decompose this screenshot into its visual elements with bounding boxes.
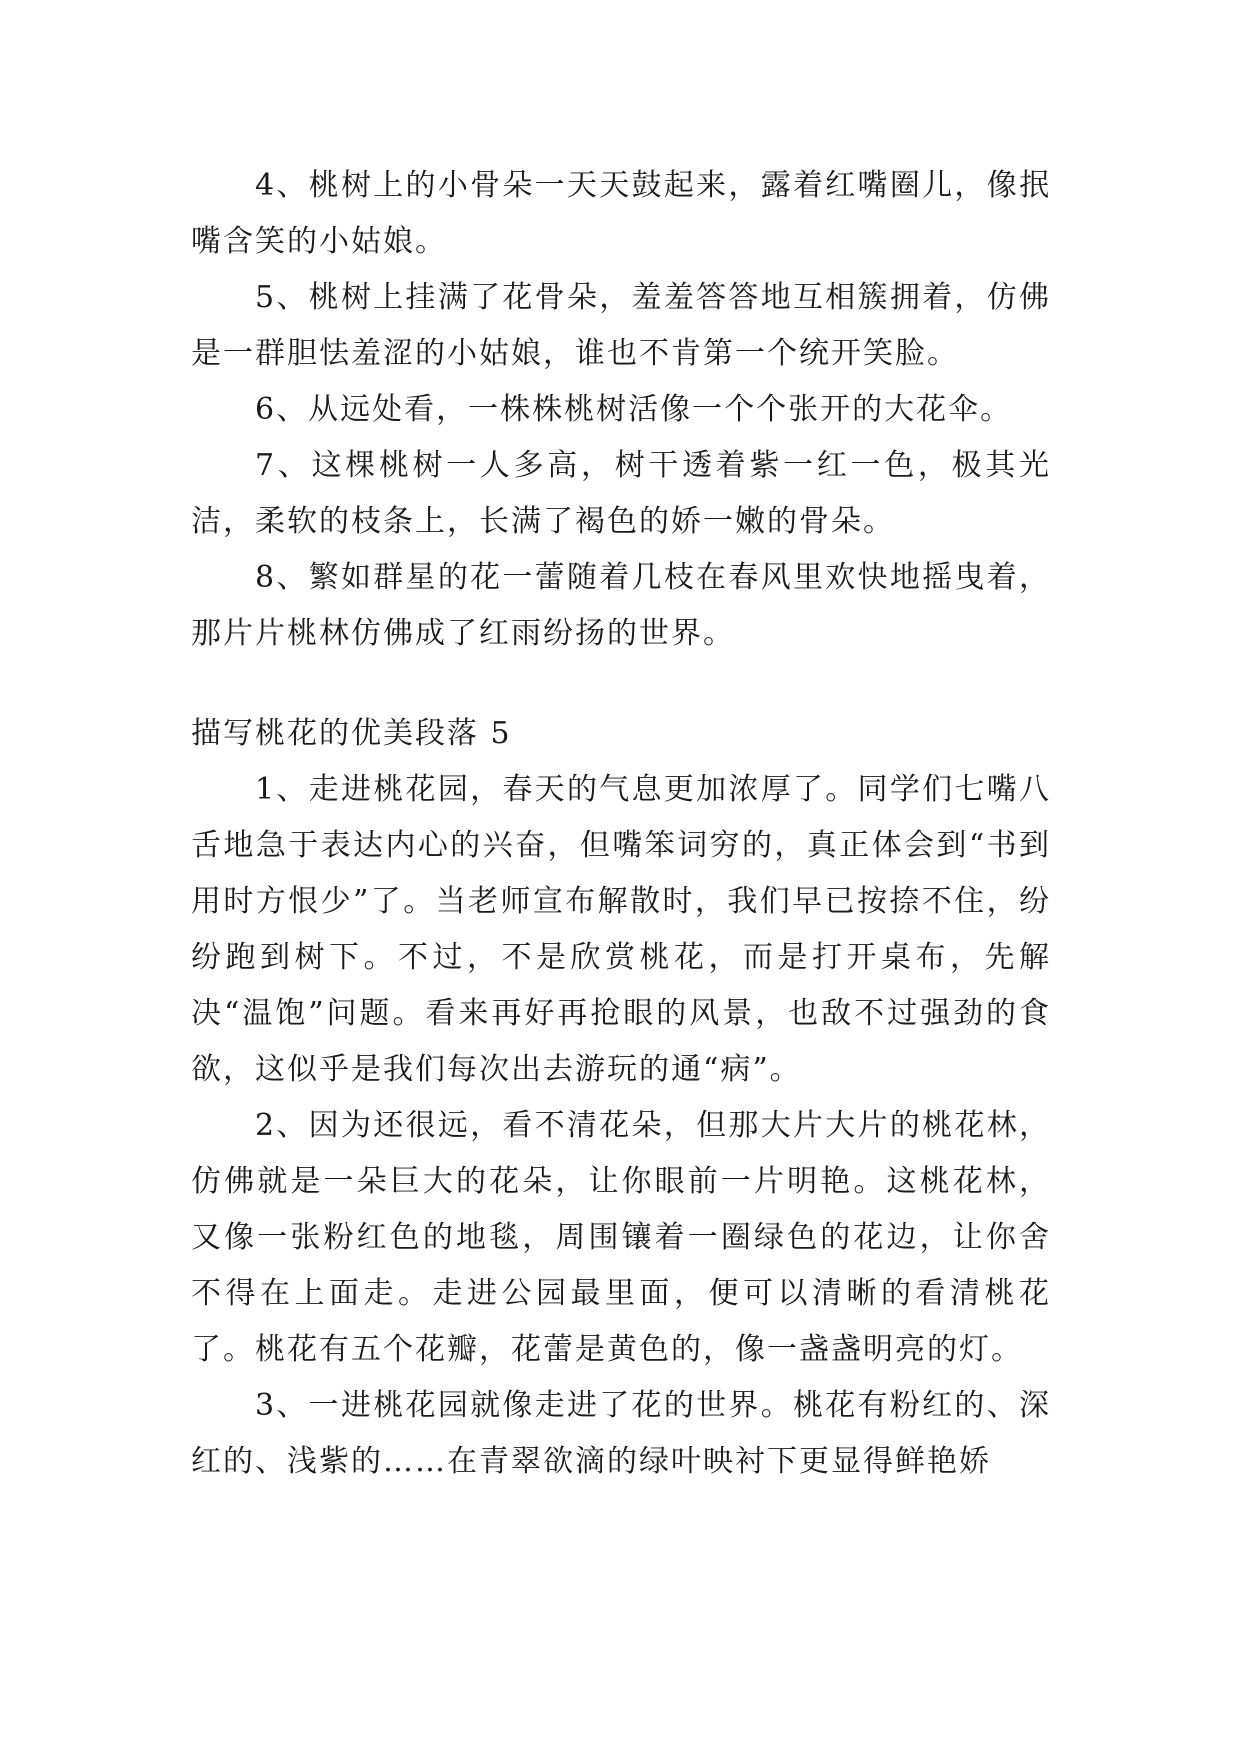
document-content: [191, 158, 1051, 1490]
paragraph-item-2: 2、因为还很远，看不清花朵，但那大片大片的桃花林，仿佛就是一朵巨大的花朵，让你眼前一片明艳。这桃花林，又像一张粉红色的地毯，周围镶着一圈绿色的花边，让你舍不得在上面走。走进公园最里面，便可以清晰的看清桃花了。桃花有五个花瓣，花蕾是黄色的，像一盏盏明亮的灯。: [191, 1108, 1051, 1367]
paragraph-item-6: 6、从远处看，一株株桃树活像一个个张开的大花伞。: [255, 392, 1013, 427]
paragraph-item-4: 4、桃树上的小骨朵一天天鼓起来，露着红嘴圈儿，像抿嘴含笑的小姑娘。: [191, 168, 1051, 259]
paragraph-item-7: 7、这棵桃树一人多高，树干透着紫一红一色，极其光洁，柔软的枝条上，长满了褐色的娇一嫩的骨朵。: [191, 448, 1051, 539]
paragraph-item-8: 8、繁如群星的花一蕾随着几枝在春风里欢快地摇曳着，那片片桃林仿佛成了红雨纷扬的世界。: [191, 560, 1051, 651]
paragraph-item-5: 5、桃树上挂满了花骨朵，羞羞答答地互相簇拥着，仿佛是一群胆怯羞涩的小姑娘，谁也不肯第一个统开笑脸。: [191, 280, 1051, 371]
section-heading: 描写桃花的优美段落 5: [191, 716, 512, 751]
paragraph-item-3: 3、一进桃花园就像走进了花的世界。桃花有粉红的、深红的、浅紫的……在青翠欲滴的绿叶映衬下更显得鲜艳娇: [191, 1388, 1051, 1479]
paragraph-item-1: 1、走进桃花园，春天的气息更加浓厚了。同学们七嘴八舌地急于表达内心的兴奋，但嘴笨词穷的，真正体会到“书到用时方恨少”了。当老师宣布解散时，我们早已按捺不住，纷纷跑到树下。不过，不是欣赏桃花，而是打开桌布，先解决“温饱”问题。看来再好再抢眼的风景，也敌不过强劲的食欲，这似乎是我们每次出去游玩的通“病”。: [191, 772, 1051, 1087]
